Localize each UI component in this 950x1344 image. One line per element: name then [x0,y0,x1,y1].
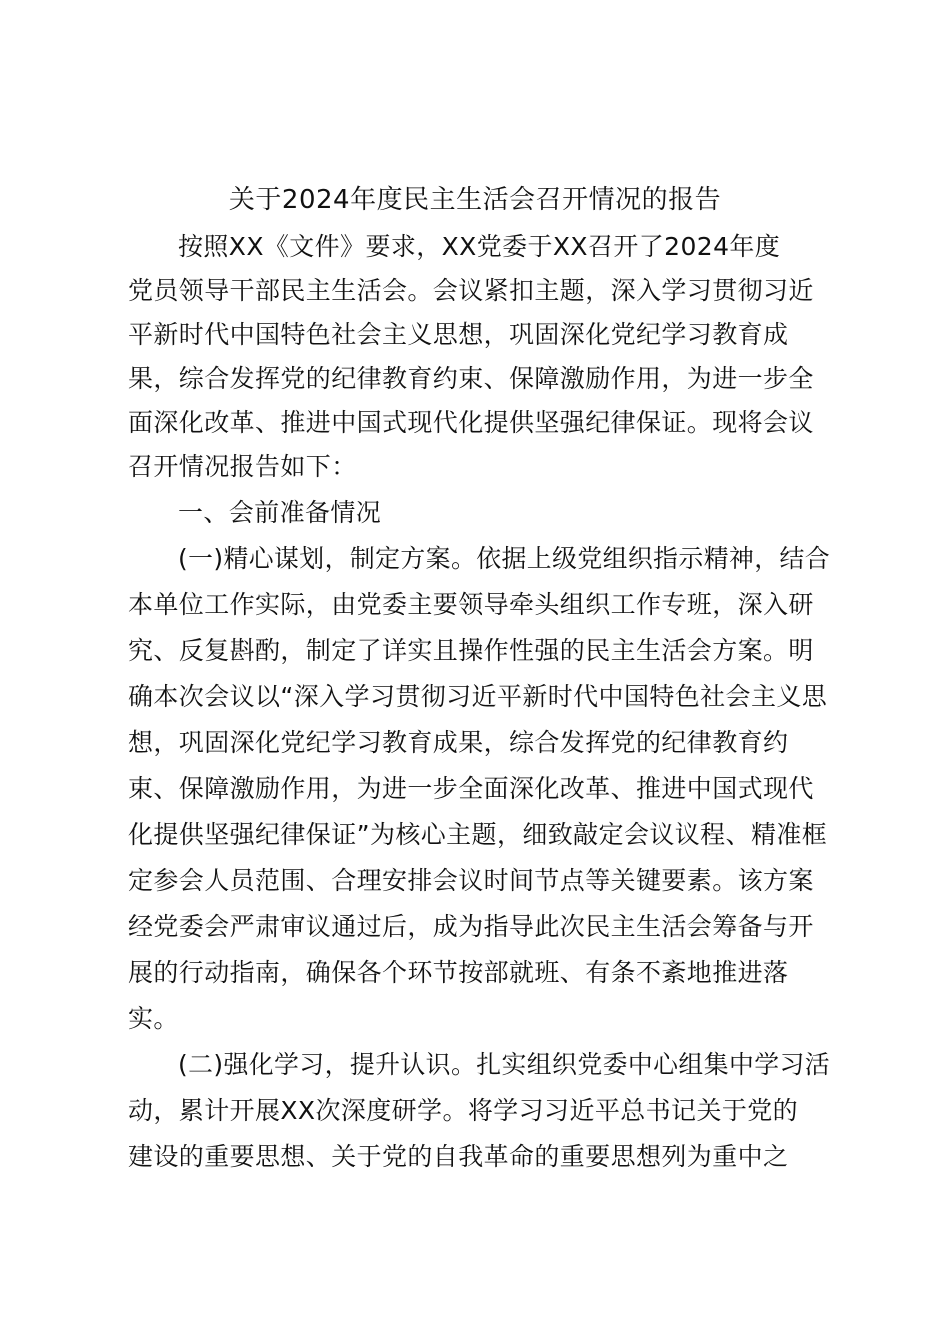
paragraph-line: 果，综合发挥党的纪律教育约束、保障激励作用，为进一步全 [128,364,814,393]
paragraph-line: 面深化改革、推进中国式现代化提供坚强纪律保证。现将会议 [128,408,814,437]
paragraph-line: 召开情况报告如下： [128,452,357,481]
paragraph-line: 动，累计开展XX次深度研学。将学习习近平总书记关于党的 [128,1096,799,1125]
paragraph-line: 展的行动指南，确保各个环节按部就班、有条不紊地推进落 [128,958,789,987]
paragraph-line: 化提供坚强纪律保证”为核心主题，细致敲定会议议程、精准框 [128,820,828,849]
paragraph-line: 定参会人员范围、合理安排会议时间节点等关键要素。该方案 [128,866,814,895]
paragraph-line: 本单位工作实际，由党委主要领导牵头组织工作专班，深入研 [128,590,814,619]
paragraph-line: (二)强化学习，提升认识。扎实组织党委中心组集中学习活 [178,1050,831,1079]
paragraph-line: 平新时代中国特色社会主义思想，巩固深化党纪学习教育成 [128,320,789,349]
paragraph-line: (一)精心谋划，制定方案。依据上级党组织指示精神，结合 [178,544,831,573]
section-heading: 一、会前准备情况 [178,498,382,527]
paragraph-line: 建设的重要思想、关于党的自我革命的重要思想列为重中之 [128,1142,789,1171]
paragraph-line: 党员领导干部民主生活会。会议紧扣主题，深入学习贯彻习近 [128,276,814,305]
paragraph-line: 按照XX《文件》要求，XX党委于XX召开了2024年度 [178,232,781,261]
paragraph-line: 确本次会议以“深入学习贯彻习近平新时代中国特色社会主义思 [128,682,828,711]
paragraph-line: 想，巩固深化党纪学习教育成果，综合发挥党的纪律教育约 [128,728,789,757]
paragraph-line: 实。 [128,1004,179,1033]
paragraph-line: 束、保障激励作用，为进一步全面深化改革、推进中国式现代 [128,774,814,803]
paragraph-line: 究、反复斟酌，制定了详实且操作性强的民主生活会方案。明 [128,636,814,665]
paragraph-line: 经党委会严肃审议通过后，成为指导此次民主生活会筹备与开 [128,912,814,941]
document-title: 关于2024年度民主生活会召开情况的报告 [228,185,722,215]
